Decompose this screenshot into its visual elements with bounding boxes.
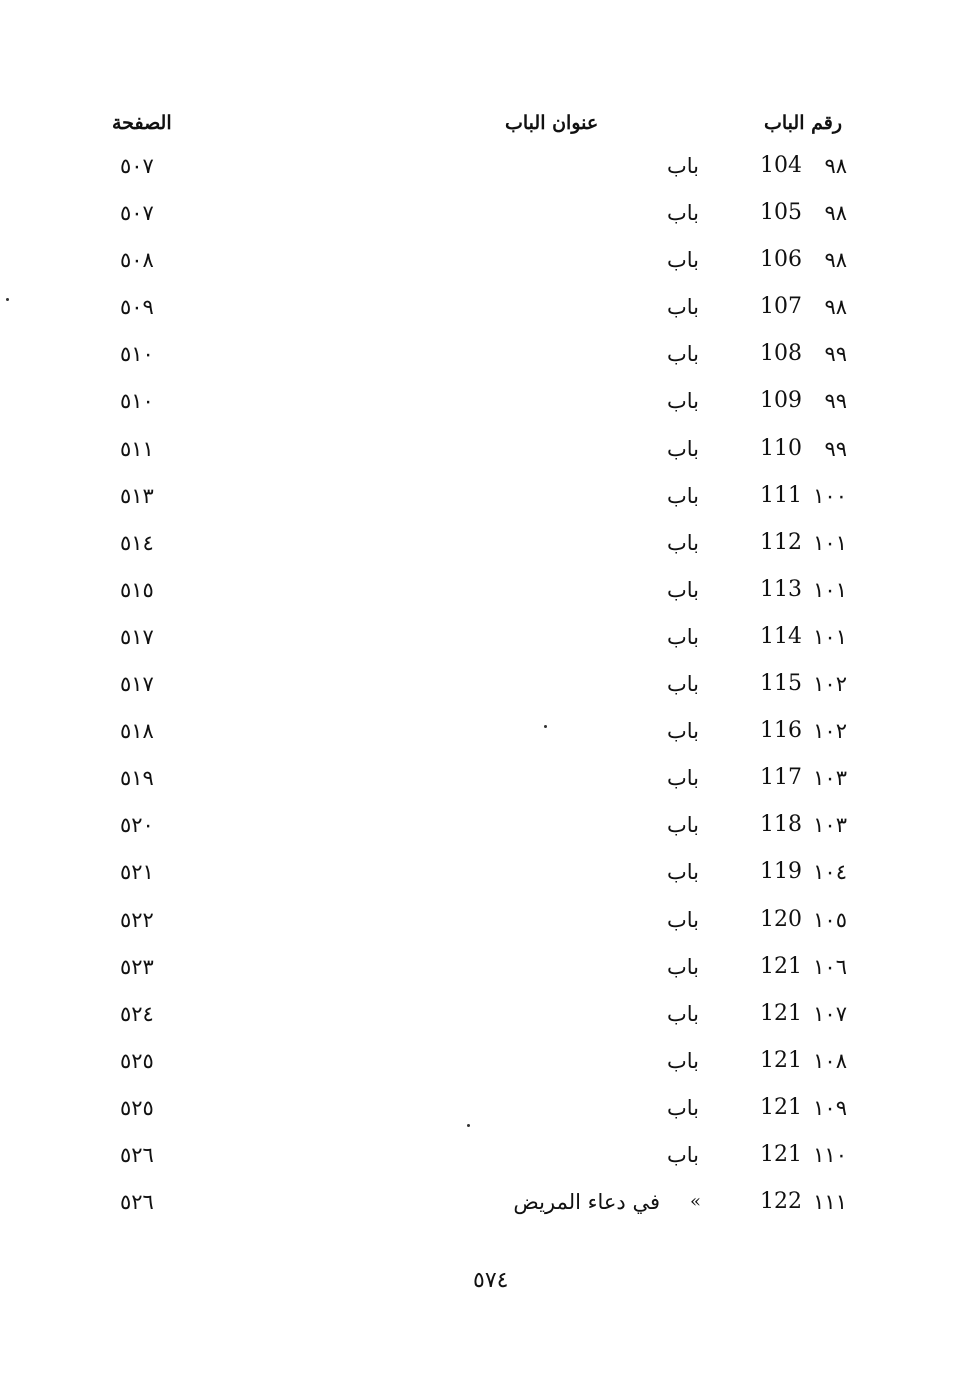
chapter-number-arabic: ١٠٣ [813, 813, 847, 838]
chapter-number-header: رقم الباب [764, 112, 842, 134]
chapter-number-latin: 104 [760, 153, 802, 178]
page-number-cell: ٥٢٦ [120, 1142, 154, 1167]
table-row [0, 385, 957, 432]
chapter-number-arabic: ١٠٦ [813, 954, 847, 979]
page-number-cell: ٥٢٣ [120, 954, 154, 979]
chapter-number-arabic: ١٠٠ [813, 483, 847, 508]
table-row [0, 1186, 957, 1233]
chapter-number-arabic: ١٠١ [813, 577, 847, 602]
chapter-number-arabic: ١٠٥ [813, 907, 847, 932]
chapter-number-latin: 110 [760, 435, 802, 461]
table-row [0, 668, 957, 715]
ditto-mark: « [690, 1191, 702, 1213]
chapter-title: باب [666, 1142, 699, 1167]
chapter-title: باب [666, 860, 699, 885]
chapter-number-arabic: ٩٩ [824, 436, 847, 461]
chapter-number-latin: 109 [760, 388, 802, 414]
chapter-title: في دعاء المريض [513, 1190, 660, 1215]
chapter-title: باب [666, 1095, 699, 1120]
chapter-number-latin: 111 [760, 482, 802, 508]
chapter-number-latin: 105 [760, 200, 802, 226]
table-row [0, 1139, 957, 1186]
table-body [0, 150, 957, 1233]
table-row [0, 197, 957, 244]
chapter-number-latin: 120 [760, 906, 802, 932]
chapter-title: باب [666, 624, 699, 649]
page-number-cell: ٥٠٩ [120, 295, 154, 320]
chapter-number-arabic: ١٠٩ [813, 1095, 847, 1120]
chapter-number-latin: 117 [760, 765, 802, 791]
chapter-number-latin: 119 [760, 859, 802, 885]
chapter-number-arabic: ٩٨ [824, 295, 847, 320]
chapter-title: باب [666, 954, 699, 979]
chapter-number-latin: 108 [760, 341, 802, 367]
page-number-cell: ٥٠٨ [120, 248, 154, 273]
chapter-title: باب [666, 248, 699, 273]
chapter-title: باب [666, 436, 699, 461]
chapter-number-arabic: ١١٠ [813, 1142, 847, 1167]
chapter-number-latin: 112 [760, 529, 802, 555]
chapter-number-latin: 107 [760, 294, 802, 320]
page-number-cell: ٥٢١ [120, 860, 154, 885]
chapter-number-arabic: ٩٩ [824, 389, 847, 414]
chapter-number-latin: 118 [760, 812, 802, 838]
chapter-number-arabic: ٩٨ [824, 201, 847, 226]
table-row [0, 904, 957, 951]
table-row [0, 809, 957, 856]
table-row [0, 1045, 957, 1092]
table-row [0, 527, 957, 574]
chapter-title: باب [666, 389, 699, 414]
chapter-title-header: عنوان الباب [505, 112, 599, 134]
table-row [0, 715, 957, 762]
chapter-number-arabic: ١٠٣ [813, 766, 847, 791]
chapter-number-latin: 121 [760, 1094, 802, 1120]
chapter-number-arabic: ١٠٢ [813, 672, 847, 697]
chapter-title: باب [666, 907, 699, 932]
chapter-title: باب [666, 1048, 699, 1073]
page-number-cell: ٥٠٧ [120, 201, 154, 226]
chapter-number-latin: 113 [760, 576, 802, 602]
table-row [0, 150, 957, 197]
table-row [0, 480, 957, 527]
chapter-title: باب [666, 295, 699, 320]
chapter-number-arabic: ١٠٢ [813, 719, 847, 744]
page-number-cell: ٥١٧ [120, 672, 154, 697]
scan-speck [467, 1124, 470, 1127]
chapter-title: باب [666, 342, 699, 367]
chapter-number-latin: 121 [760, 953, 802, 979]
page-number-cell: ٥٢٠ [120, 813, 154, 838]
page-number: ٥٧٤ [473, 1268, 509, 1293]
page-number-cell: ٥١٥ [120, 577, 154, 602]
page-number-cell: ٥١٤ [120, 530, 154, 555]
chapter-number-arabic: ١٠١ [813, 624, 847, 649]
chapter-title: باب [666, 719, 699, 744]
table-row [0, 291, 957, 338]
chapter-number-latin: 121 [760, 1000, 802, 1026]
table-row [0, 951, 957, 998]
page-number-cell: ٥١٩ [120, 766, 154, 791]
page-number-cell: ٥١١ [120, 436, 154, 461]
chapter-number-arabic: ٩٩ [824, 342, 847, 367]
table-row [0, 244, 957, 291]
chapter-number-latin: 115 [760, 671, 802, 697]
chapter-title: باب [666, 813, 699, 838]
page-number-cell: ٥١٧ [120, 624, 154, 649]
chapter-number-latin: 121 [760, 1141, 802, 1167]
chapter-title: باب [666, 530, 699, 555]
chapter-number-arabic: ٩٨ [824, 248, 847, 273]
page-number-cell: ٥٢٥ [120, 1048, 154, 1073]
table-row [0, 1092, 957, 1139]
chapter-number-arabic: ٩٨ [824, 154, 847, 178]
chapter-title: باب [666, 766, 699, 791]
page-number-cell: ٥١٠ [120, 342, 154, 367]
table-row [0, 338, 957, 385]
table-row [0, 998, 957, 1045]
page-number-cell: ٥٢٢ [120, 907, 154, 932]
page-number-cell: ٥٠٧ [120, 154, 154, 178]
page-number-cell: ٥١٠ [120, 389, 154, 414]
page-number-cell: ٥٢٤ [120, 1001, 154, 1026]
page-header: الصفحة [112, 112, 172, 134]
page-number-cell: ٥٢٦ [120, 1190, 154, 1215]
chapter-title: باب [666, 483, 699, 508]
chapter-number-arabic: ١٠٤ [813, 860, 847, 885]
table-row [0, 433, 957, 480]
table-header [0, 112, 957, 142]
chapter-title: باب [666, 577, 699, 602]
chapter-title: باب [666, 672, 699, 697]
chapter-number-arabic: ١٠٨ [813, 1048, 847, 1073]
chapter-title: باب [666, 201, 699, 226]
chapter-number-latin: 121 [760, 1047, 802, 1073]
chapter-number-latin: 114 [760, 623, 802, 649]
page-number-cell: ٥٢٥ [120, 1095, 154, 1120]
table-row [0, 856, 957, 903]
table-row [0, 574, 957, 621]
page-number-cell: ٥١٣ [120, 483, 154, 508]
scan-speck [6, 298, 9, 301]
chapter-number-arabic: ١٠٧ [813, 1001, 847, 1026]
table-row [0, 621, 957, 668]
chapter-number-arabic: ١١١ [813, 1190, 847, 1215]
table-row [0, 762, 957, 809]
chapter-number-arabic: ١٠١ [813, 530, 847, 555]
chapter-number-latin: 122 [760, 1189, 802, 1215]
chapter-number-latin: 116 [760, 718, 802, 744]
chapter-number-latin: 106 [760, 247, 802, 273]
chapter-title: باب [666, 1001, 699, 1026]
chapter-title: باب [666, 154, 699, 178]
page-number-cell: ٥١٨ [120, 719, 154, 744]
scan-speck [544, 725, 547, 728]
